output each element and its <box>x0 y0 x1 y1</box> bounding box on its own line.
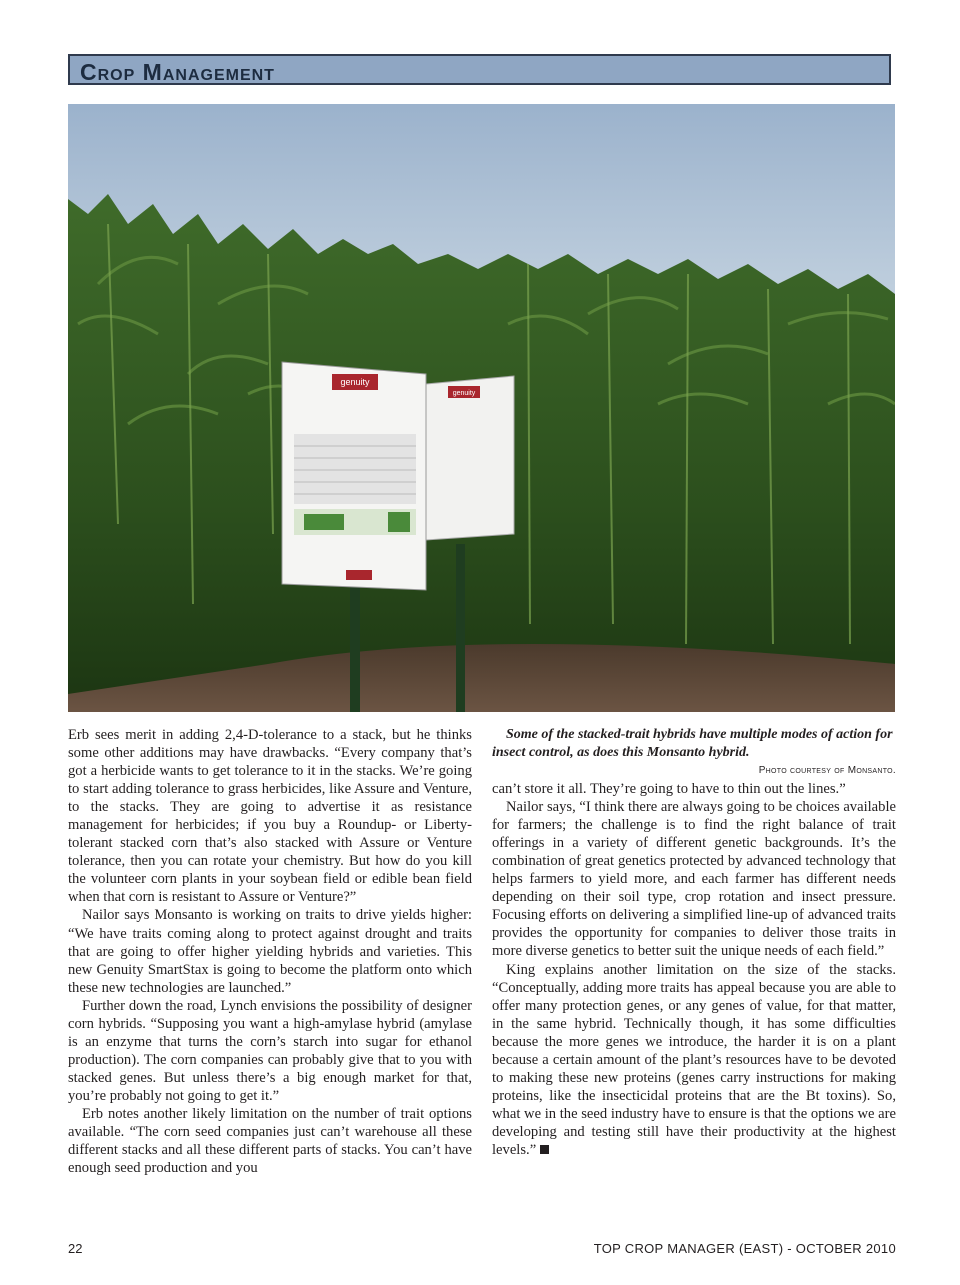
paragraph: Erb sees merit in adding 2,4-D-tolerance to a stack, but he thinks some other additions may have drawbacks. “Every company that’s got a herbicide wants to get tolerance to it in the stacks. We’re going to start adding tolerance to grass herbicides, like Assure and Venture, to the stacks. They are going to advertise it as resistance management for herbicides; if you buy a Roundup- or Liberty-tolerant stacked corn that’s also stacked with Assure or Venture tolerance, then you can rotate your chemistry. But how do you kill the volunteer corn plants in your soybean field or edible bean field when that corn is resistant to Assure or Venture?” <box>68 727 472 906</box>
article-left-column <box>68 726 472 1177</box>
sign-brand-right: genuity <box>452 390 476 397</box>
end-of-article-mark <box>540 1145 549 1154</box>
page-number: 22 <box>68 1241 83 1256</box>
publication-footer: TOP CROP MANAGER (EAST) - OCTOBER 2010 <box>593 1241 896 1256</box>
paragraph-text: King explains another limitation on the size of the stacks. “Conceptually, adding more traits has appeal because you are able to offer many protection genes, or any genes of value, for that matter, in the same hybrid. Technically though, it has some difficulties because the more genes we introduce, the harder it is on a plant because a certain amount of the plant’s resources have to be devoted to making these new proteins (genes carry instructions for making proteins, like the insecticidal proteins that are the Bt toxins). So, what we in the seed industry have to ensure is that the options we are developing and testing still have their productivity at the highest levels.” <box>492 961 896 1158</box>
paragraph <box>492 961 896 1160</box>
paragraph: Erb notes another likely limitation on the number of trait options available. “The corn seed companies just can’t warehouse all these different stacks and all these different parts of stacks. You can’t have enough seed production and you <box>68 1105 472 1177</box>
sign-brand-left: genuity <box>340 377 370 387</box>
section-title: Crop Management <box>80 59 275 85</box>
cornfield-photo <box>68 104 895 712</box>
section-header-bar <box>68 54 891 85</box>
photo-credit: Photo courtesy of Monsanto. <box>758 765 896 776</box>
article-right-column <box>492 726 896 1159</box>
paragraph: Nailor says, “I think there are always going to be choices available for farmers; the challenge is to find the right balance of trait offerings in a variety of different genetic backgrounds. It’s the combination of great genetics protected by advanced technology that helps farmers to yield more, and each farmer has different needs depending on their soil type, crop rotation and insect pressure. Focusing efforts on delivering a simplified line-up of advanced traits provides the opportunity for companies to deliver those traits in more diverse genetics to better suit the unique needs of each field.” <box>492 799 896 960</box>
paragraph: Nailor says Monsanto is working on traits to drive yields higher: “We have traits coming along to protect against drought and traits that are going to offer higher yielding hybrids and varieties. This new Genuity SmartStax is going to become the platform onto which these new technologies are launched.” <box>68 907 472 996</box>
paragraph: Further down the road, Lynch envisions the possibility of designer corn hybrids. “Supposing you want a high-amylase hybrid (amylase is an enzyme that turns the corn’s starch into sugar for ethanol production). The corn companies can probably give that to you with stacked genes. But unless there’s a big enough market for that, you’re probably not going to get it.” <box>68 997 472 1104</box>
photo-caption: Some of the stacked-trait hybrids have multiple modes of action for insect control, as does this Monsanto hybrid. <box>492 727 893 760</box>
paragraph: can’t store it all. They’re going to have to thin out the lines.” <box>492 781 846 798</box>
